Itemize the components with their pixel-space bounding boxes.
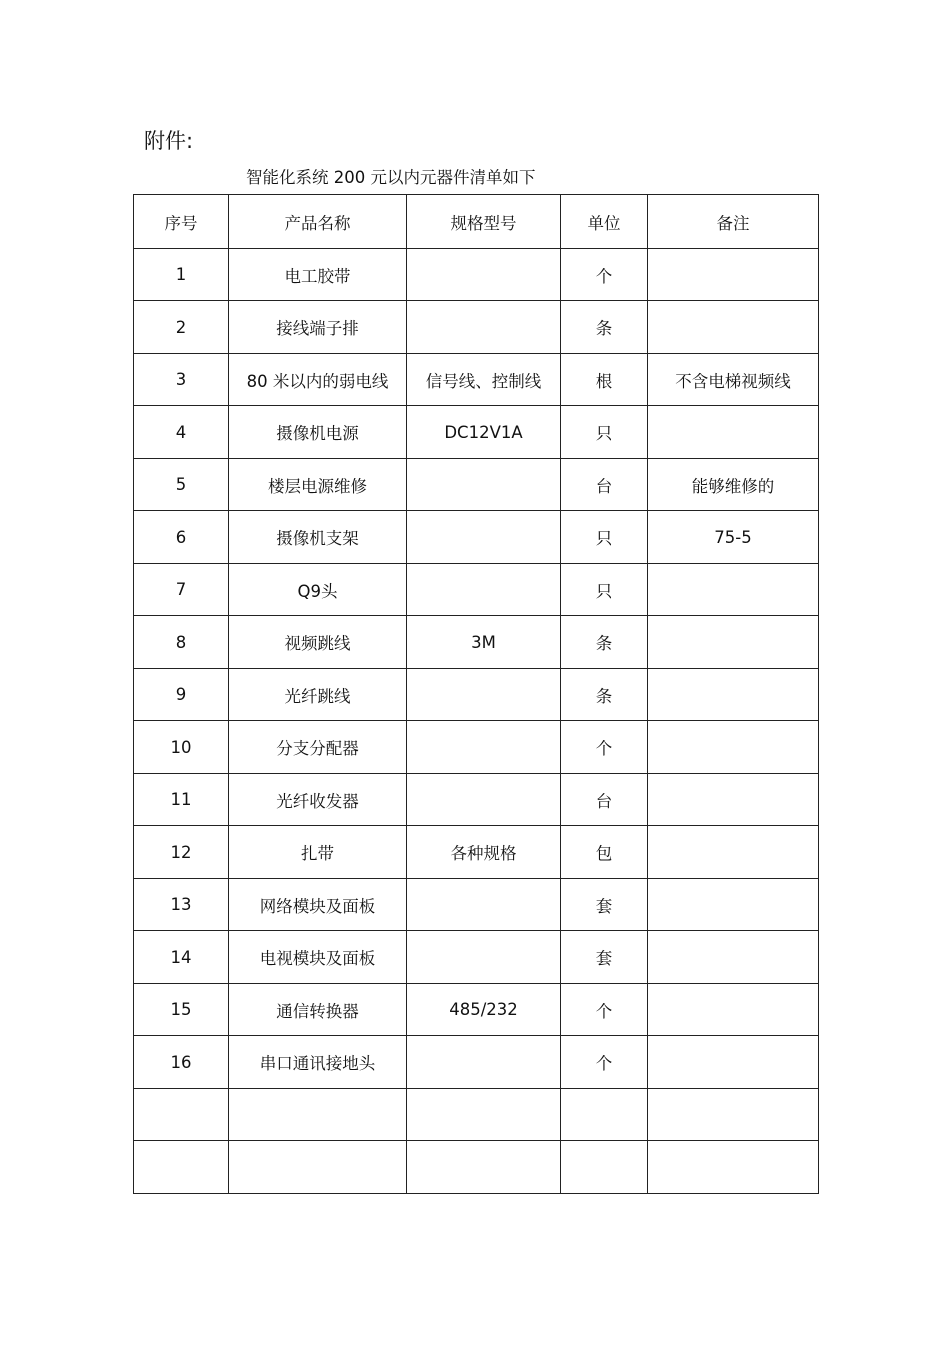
cell-seq xyxy=(134,1141,229,1194)
cell-note xyxy=(648,879,819,931)
cell-seq: 3 xyxy=(134,354,229,406)
cell-name: 楼层电源维修 xyxy=(229,459,407,511)
cell-unit: 条 xyxy=(561,616,648,669)
cell-spec: 485/232 xyxy=(407,984,561,1036)
cell-unit: 套 xyxy=(561,879,648,931)
cell-seq: 14 xyxy=(134,931,229,984)
table-row xyxy=(134,511,819,564)
cell-name: 80 米以内的弱电线 xyxy=(229,354,407,406)
cell-seq: 11 xyxy=(134,774,229,826)
cell-unit xyxy=(561,1141,648,1194)
table-row xyxy=(134,721,819,774)
cell-unit xyxy=(561,1089,648,1141)
cell-spec xyxy=(407,931,561,984)
cell-name: 通信转换器 xyxy=(229,984,407,1036)
cell-seq: 15 xyxy=(134,984,229,1036)
cell-seq: 9 xyxy=(134,669,229,721)
cell-unit: 只 xyxy=(561,406,648,459)
cell-note xyxy=(648,406,819,459)
cell-spec xyxy=(407,1089,561,1141)
cell-name: 接线端子排 xyxy=(229,301,407,354)
table-row xyxy=(134,1089,819,1141)
cell-spec xyxy=(407,879,561,931)
cell-note xyxy=(648,616,819,669)
cell-seq: 16 xyxy=(134,1036,229,1089)
cell-unit: 个 xyxy=(561,1036,648,1089)
cell-unit: 台 xyxy=(561,774,648,826)
cell-name: 电工胶带 xyxy=(229,249,407,301)
cell-note xyxy=(648,774,819,826)
component-list-table xyxy=(133,194,819,1194)
cell-note xyxy=(648,249,819,301)
cell-spec xyxy=(407,1036,561,1089)
table-row xyxy=(134,774,819,826)
cell-unit: 包 xyxy=(561,826,648,879)
cell-name: 分支分配器 xyxy=(229,721,407,774)
cell-name: 摄像机支架 xyxy=(229,511,407,564)
cell-name: 扎带 xyxy=(229,826,407,879)
cell-spec xyxy=(407,301,561,354)
cell-note: 能够维修的 xyxy=(648,459,819,511)
table-body xyxy=(134,249,819,1194)
cell-note xyxy=(648,301,819,354)
cell-note xyxy=(648,721,819,774)
cell-note: 75-5 xyxy=(648,511,819,564)
table-row xyxy=(134,931,819,984)
cell-seq: 12 xyxy=(134,826,229,879)
table-row xyxy=(134,616,819,669)
cell-spec xyxy=(407,249,561,301)
header-unit: 单位 xyxy=(561,195,648,249)
table-header-row xyxy=(134,195,819,249)
cell-unit: 台 xyxy=(561,459,648,511)
cell-seq: 1 xyxy=(134,249,229,301)
cell-seq: 5 xyxy=(134,459,229,511)
cell-name: 光纤收发器 xyxy=(229,774,407,826)
table-title: 智能化系统 200 元以内元器件清单如下 xyxy=(246,168,536,187)
cell-spec: 信号线、控制线 xyxy=(407,354,561,406)
cell-name: 电视模块及面板 xyxy=(229,931,407,984)
table-row xyxy=(134,1036,819,1089)
cell-note xyxy=(648,984,819,1036)
header-spec: 规格型号 xyxy=(407,195,561,249)
cell-note xyxy=(648,1036,819,1089)
cell-spec xyxy=(407,459,561,511)
cell-spec xyxy=(407,669,561,721)
cell-seq: 6 xyxy=(134,511,229,564)
header-note: 备注 xyxy=(648,195,819,249)
cell-note xyxy=(648,1089,819,1141)
cell-name: 摄像机电源 xyxy=(229,406,407,459)
cell-note xyxy=(648,669,819,721)
header-name: 产品名称 xyxy=(229,195,407,249)
cell-seq: 7 xyxy=(134,564,229,616)
cell-spec: 3M xyxy=(407,616,561,669)
table-row xyxy=(134,564,819,616)
cell-name: Q9头 xyxy=(229,564,407,616)
cell-note xyxy=(648,826,819,879)
table-row xyxy=(134,826,819,879)
cell-seq: 4 xyxy=(134,406,229,459)
cell-note xyxy=(648,931,819,984)
cell-note: 不含电梯视频线 xyxy=(648,354,819,406)
cell-spec: 各种规格 xyxy=(407,826,561,879)
cell-spec xyxy=(407,721,561,774)
cell-seq: 8 xyxy=(134,616,229,669)
cell-spec: DC12V1A xyxy=(407,406,561,459)
cell-note xyxy=(648,564,819,616)
table-row xyxy=(134,879,819,931)
cell-unit: 只 xyxy=(561,564,648,616)
cell-unit: 只 xyxy=(561,511,648,564)
cell-unit: 个 xyxy=(561,249,648,301)
table-row xyxy=(134,984,819,1036)
cell-spec xyxy=(407,564,561,616)
table-row xyxy=(134,301,819,354)
cell-seq xyxy=(134,1089,229,1141)
cell-name: 光纤跳线 xyxy=(229,669,407,721)
cell-name: 视频跳线 xyxy=(229,616,407,669)
cell-note xyxy=(648,1141,819,1194)
header-seq: 序号 xyxy=(134,195,229,249)
cell-name xyxy=(229,1089,407,1141)
cell-spec xyxy=(407,774,561,826)
cell-seq: 10 xyxy=(134,721,229,774)
table-row xyxy=(134,249,819,301)
table-row xyxy=(134,669,819,721)
cell-unit: 个 xyxy=(561,984,648,1036)
cell-name xyxy=(229,1141,407,1194)
cell-unit: 条 xyxy=(561,301,648,354)
table-row xyxy=(134,1141,819,1194)
table-row xyxy=(134,406,819,459)
table-row xyxy=(134,459,819,511)
cell-unit: 套 xyxy=(561,931,648,984)
table-row xyxy=(134,354,819,406)
cell-name: 串口通讯接地头 xyxy=(229,1036,407,1089)
cell-unit: 根 xyxy=(561,354,648,406)
cell-unit: 条 xyxy=(561,669,648,721)
attachment-label: 附件: xyxy=(144,129,194,153)
cell-spec xyxy=(407,511,561,564)
cell-spec xyxy=(407,1141,561,1194)
cell-seq: 13 xyxy=(134,879,229,931)
cell-seq: 2 xyxy=(134,301,229,354)
cell-name: 网络模块及面板 xyxy=(229,879,407,931)
cell-unit: 个 xyxy=(561,721,648,774)
